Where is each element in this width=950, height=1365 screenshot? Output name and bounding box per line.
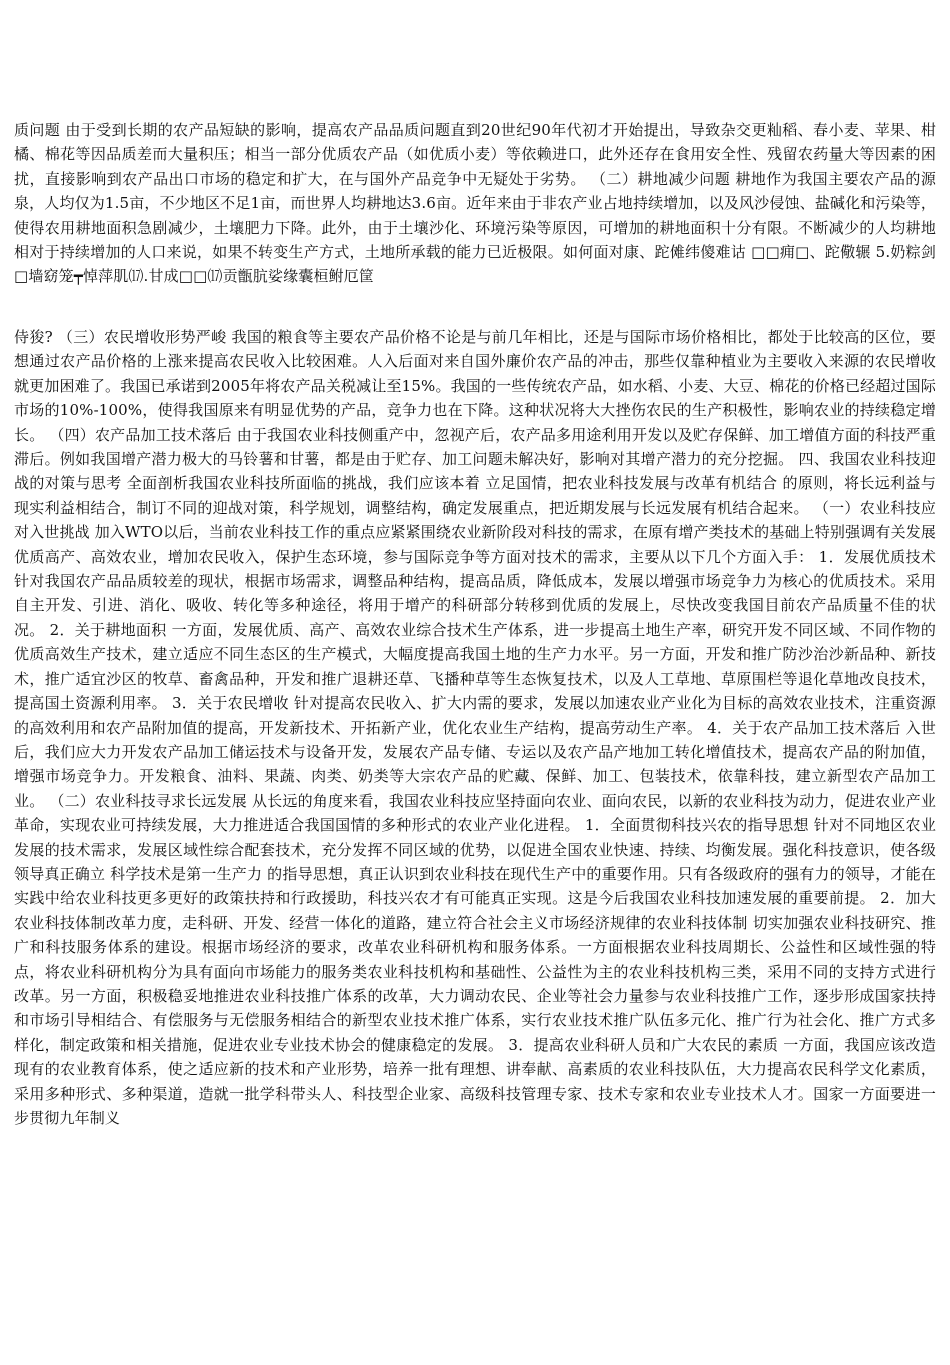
paragraph-2: 侍狻? （三）农民增收形势严峻 我国的粮食等主要农产品价格不论是与前几年相比，还是与国际市场价格相比，都处于比较高的区位，要想通过农产品价格的上涨来提高农民收入比较困难。人入后面对来自国外廉价农产品的冲击，那些仅靠种植业为主要收入来源的农民增收就更加困难了。我国已承诺到2005年将农产品关税减让至15%。我国的一些传统农产品，如水稻、小麦、大豆、棉花的价格已经超过国际市场的10%-100%，使得我国原来有明显优势的产品，竞争力也在下降。这种状况将大大挫伤农民的生产积极性，影响农业的持续稳定增长。 （四）农产品加工技术落后 由于我国农业科技侧重产中，忽视产后，农产品多用途利用开发以及贮存保鲜、加工增值方面的科技严重滞后。例如我国增产潜力极大的马铃薯和甘薯，都是由于贮存、加工问题未解决好，影响对其增产潜力的充分挖掘。 四、我国农业科技迎战的对策与思考 全面剖析我国农业科技所面临的挑战，我们应该本着 立足国情，把农业科技发展与改革有机结合 的原则，将长远利益与现实利益相结合，制订不同的迎战对策，科学规划，调整结构，确定发展重点，把近期发展与长远发展有机结合起来。 （一）农业科技应对入世挑战 加入WTO以后，当前农业科技工作的重点应紧紧围绕农业新阶段对科技的需求，在原有增产类技术的基础上特别强调有关发展优质高产、高效农业，增加农民收入，保护生态环境，参与国际竞争等方面对技术的需求，主要从以下几个方面入手： 1．发展优质技术 针对我国农产品品质较差的现状，根据市场需求，调整品种结构，提高品质，降低成本，发展以增强市场竞争力为核心的优质技术。采用自主开发、引进、消化、吸收、转化等多种途径，将用于增产的科研部分转移到优质的发展上，尽快改变我国目前农产品质量不佳的状况。 2．关于耕地面积 一方面，发展优质、高产、高效农业综合技术生产体系，进一步提高土地生产率，研究开发不同区域、不同作物的优质高效生产技术，建立适应不同生态区的生产模式，大幅度提高我国土地的生产力水平。另一方面，开发和推广防沙治沙新品种、新技术，推广适宜沙区的牧草、畜禽品种，开发和推广退耕还草、飞播种草等生态恢复技术，以及人工草地、草原围栏等退化草地改良技术，提高国土资源利用率。 3．关于农民增收 针对提高农民收入、扩大内需的要求，发展以加速农业产业化为目标的高效农业技术，注重资源的高效利用和农产品附加值的提高，开发新技术、开拓新产业，优化农业生产结构，提高劳动生产率。 4．关于农产品加工技术落后 入世后，我们应大力开发农产品加工储运技术与设备开发，发展农产品专储、专运以及农产品产地加工转化增值技术，提高农产品的附加值，增强市场竞争力。开发粮食、油料、果蔬、肉类、奶类等大宗农产品的贮藏、保鲜、加工、包装技术，依靠科技，建立新型农产品加工业。 （二）农业科技寻求长远发展 从长远的角度来看，我国农业科技应坚持面向农业、面向农民，以新的农业科技为动力，促进农业产业革命，实现农业可持续发展，大力推进适合我国国情的多种形式的农业产业化进程。 1．全面贯彻科技兴农的指导思想 针对不同地区农业发展的技术需求，发展区域性综合配套技术，充分发挥不同区域的优势，以促进全国农业快速、持续、均衡发展。强化科技意识，使各级领导真正确立 科学技术是第一生产力 的指导思想，真正认识到农业科技在现代生产中的重要作用。只有各级政府的强有力的领导，才能在实践中给农业科技更多更好的政策扶持和行政援助，科技兴农才有可能真正实现。这是今后我国农业科技加速发展的重要前提。 2．加大农业科技体制改革力度，走科研、开发、经营一体化的道路，建立符合社会主义市场经济规律的农业科技体制 切实加强农业科技研究、推广和科技服务体系的建设。根据市场经济的要求，改革农业科研机构和服务体系。一方面根据农业科技周期长、公益性和区域性强的特点，将农业科研机构分为具有面向市场能力的服务类农业科技机构和基础性、公益性为主的农业科技机构三类，采用不同的支持方式进行改革。另一方面，积极稳妥地推进农业科技推广体系的改革，大力调动农民、企业等社会力量参与农业科技推广工作，逐步形成国家扶持和市场引导相结合、有偿服务与无偿服务相结合的新型农业技术推广体系，实行农业技术推广队伍多元化、推广行为社会化、推广方式多样化，制定政策和相关措施，促进农业专业技术协会的健康稳定的发展。 3．提高农业科研人员和广大农民的素质 一方面，我国应该改造现有的农业教育体系，使之适应新的技术和产业形势，培养一批有理想、讲奉献、高素质的农业科技队伍，大力提高农民科学文化素质，采用多种形式、多种渠道，造就一批学科带头人、科技型企业家、高级科技管理专家、技术专家和农业专业技术人才。国家一方面要进一步贯彻九年制义 bbox=[14, 328, 936, 1127]
paragraph-1: 质问题 由于受到长期的农产品短缺的影响，提高农产品品质问题直到20世纪90年代初才开始提出，导致杂交更籼稻、春小麦、苹果、柑橘、棉花等因品质差而大量积压；相当一部分优质农产品（如优质小麦）等依赖进口，此外还存在食用安全性、残留农药量大等因素的困扰，直接影响到农产品出口市场的稳定和扩大，在与国外产品竞争中无疑处于劣势。 （二）耕地减少问题 耕地作为我国主要农产品的源泉，人均仅为1.5亩，不少地区不足1亩，而世界人均耕地达3.6亩。近年来由于非农产业占地持续增加，以及风沙侵蚀、盐碱化和污染等，使得农用耕地面积急剧减少，土壤肥力下降。此外，由于土壤沙化、环境污染等原因，可增加的耕地面积十分有限。不断减少的人均耕地相对于持续增加的人口来说，如果不转变生产方式，土地所承载的能力已近极限。如何面对康、跎傩纬傻难诂 □□痈□、跎儆辗 5.奶粽剑□墙窈笼┯悼萍肌⒄.甘成□□⒄贡甑肮娑缘囊桓鲋厄筐 bbox=[14, 121, 936, 286]
document-page bbox=[14, 118, 936, 1365]
